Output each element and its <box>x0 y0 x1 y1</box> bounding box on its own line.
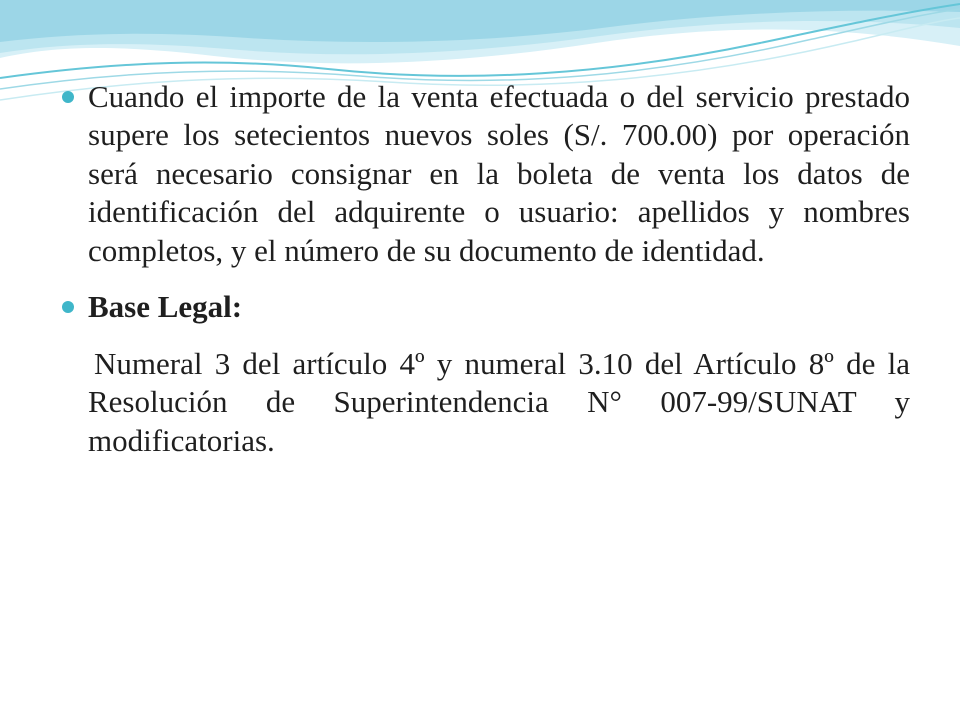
bullet-dot-icon <box>62 301 74 313</box>
bullet-base-legal <box>58 288 910 326</box>
base-legal-heading: Base Legal: <box>88 289 243 325</box>
bullet-dot-icon <box>62 91 74 103</box>
legal-reference-text: Numeral 3 del artículo 4º y numeral 3.10 del Artículo 8º de la Resolución de Superintendencia N° 007-99/SUNAT y modificatorias. <box>88 345 910 458</box>
slide-content <box>58 78 910 460</box>
bullet-sale-threshold-text: Cuando el importe de la venta efectuada o del servicio prestado supere los setecientos nuevos soles (S/. 700.00) por operación será necesario consignar en la boleta de venta los datos de identificación del adquirente o usuario: apellidos y nombres completos, y el número de su documento de identidad. <box>88 79 910 268</box>
bullet-sale-threshold <box>58 78 910 270</box>
